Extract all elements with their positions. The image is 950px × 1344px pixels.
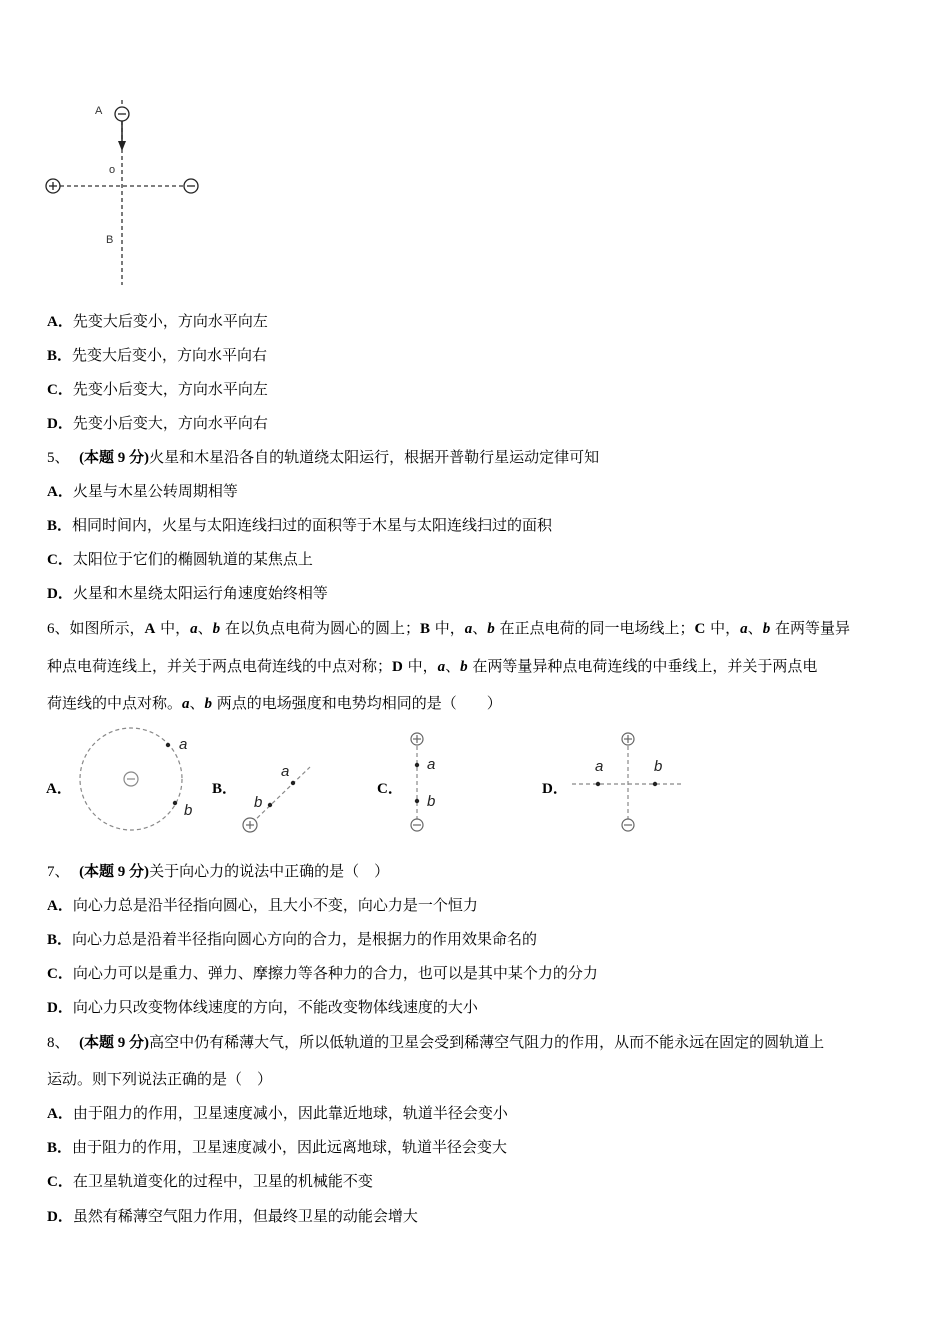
q8-option-d[interactable]: D．虽然有稀薄空气阻力作用，但最终卫星的动能会增大 (47, 1207, 418, 1225)
q6-option-c-label[interactable]: C． (377, 781, 403, 797)
q6-figure-b (236, 752, 326, 837)
point-b-label: b (427, 793, 436, 810)
q5-option-a[interactable]: A．火星与木星公转周期相等 (47, 482, 238, 500)
q4-option-d[interactable]: D．先变小后变大，方向水平向右 (47, 414, 268, 432)
point-b (653, 782, 657, 786)
q7-option-a[interactable]: A．向心力总是沿半径指向圆心，且大小不变，向心力是一个恒力 (47, 896, 478, 914)
point-b (415, 799, 419, 803)
q6-option-d-label[interactable]: D． (542, 781, 568, 797)
point-a (415, 763, 419, 767)
label-B: B (106, 234, 114, 246)
q6-figure-c (400, 728, 460, 836)
q8-stem-line1: 8、 (本题 9 分)高空中仍有稀薄大气，所以低轨道的卫星会受到稀薄空气阻力的作用，从而不能永远在固定的圆轨道上 (47, 1033, 825, 1051)
point-a (596, 782, 600, 786)
q5-stem: 5、 (本题 9 分)火星和木星沿各自的轨道绕太阳运行，根据开普勒行星运动定律可知 (47, 448, 600, 466)
point-a (166, 743, 170, 747)
q8-stem-line2: 运动。则下列说法正确的是（ ） (47, 1070, 273, 1088)
q4-option-b[interactable]: B．先变大后变小，方向水平向右 (47, 346, 268, 364)
q8-option-a[interactable]: A．由于阻力的作用，卫星速度减小，因此靠近地球，轨道半径会变小 (47, 1104, 508, 1122)
point-a-label: a (595, 758, 604, 775)
label-O: o (109, 164, 116, 176)
label-A: A (95, 105, 103, 117)
point-a-label: a (281, 763, 290, 780)
q7-option-c[interactable]: C．向心力可以是重力、弹力、摩擦力等各种力的合力，也可以是其中某个力的分力 (47, 964, 598, 982)
point-b (268, 803, 272, 807)
q6-stem-line3: 荷连线的中点对称。a、b 两点的电场强度和电势均相同的是（ ） (47, 694, 502, 712)
q7-stem: 7、 (本题 9 分)关于向心力的说法中正确的是（ ） (47, 862, 390, 880)
q5-option-c[interactable]: C．太阳位于它们的椭圆轨道的某焦点上 (47, 550, 313, 568)
q6-figure-a (70, 722, 200, 837)
q6-figure-d (572, 728, 687, 836)
point-a-label: a (427, 756, 436, 773)
point-b (173, 801, 177, 805)
q6-option-a-label[interactable]: A． (46, 781, 72, 797)
point-b-label: b (184, 802, 193, 819)
q5-option-d[interactable]: D．火星和木星绕太阳运行角速度始终相等 (47, 584, 328, 602)
q7-option-b[interactable]: B．向心力总是沿着半径指向圆心方向的合力，是根据力的作用效果命名的 (47, 930, 538, 948)
charge-diagram-top (40, 95, 210, 290)
point-b-label: b (254, 794, 263, 811)
q8-option-c[interactable]: C．在卫星轨道变化的过程中，卫星的机械能不变 (47, 1172, 373, 1190)
point-a-label: a (179, 736, 188, 753)
point-b-label: b (654, 758, 663, 775)
point-a (291, 781, 295, 785)
q5-option-b[interactable]: B．相同时间内，火星与太阳连线扫过的面积等于木星与太阳连线扫过的面积 (47, 516, 553, 534)
q4-option-c[interactable]: C．先变小后变大，方向水平向左 (47, 380, 268, 398)
q6-option-b-label[interactable]: B． (212, 781, 238, 797)
q6-stem-line1: 6、如图所示，A 中，a、b 在以负点电荷为圆心的圆上；B 中，a、b 在正点电荷的同一电场线上；C 中，a、b 在两等量异 (47, 619, 850, 637)
q4-option-a[interactable]: A．先变大后变小，方向水平向左 (47, 312, 268, 330)
arrowhead (118, 141, 126, 151)
q6-stem-line2: 种点电荷连线上，并关于两点电荷连线的中点对称；D 中，a、b 在两等量异种点电荷连线的中垂线上，并关于两点电 (47, 657, 818, 675)
q7-option-d[interactable]: D．向心力只改变物体线速度的方向，不能改变物体线速度的大小 (47, 998, 478, 1016)
q8-option-b[interactable]: B．由于阻力的作用，卫星速度减小，因此远离地球，轨道半径会变大 (47, 1138, 508, 1156)
